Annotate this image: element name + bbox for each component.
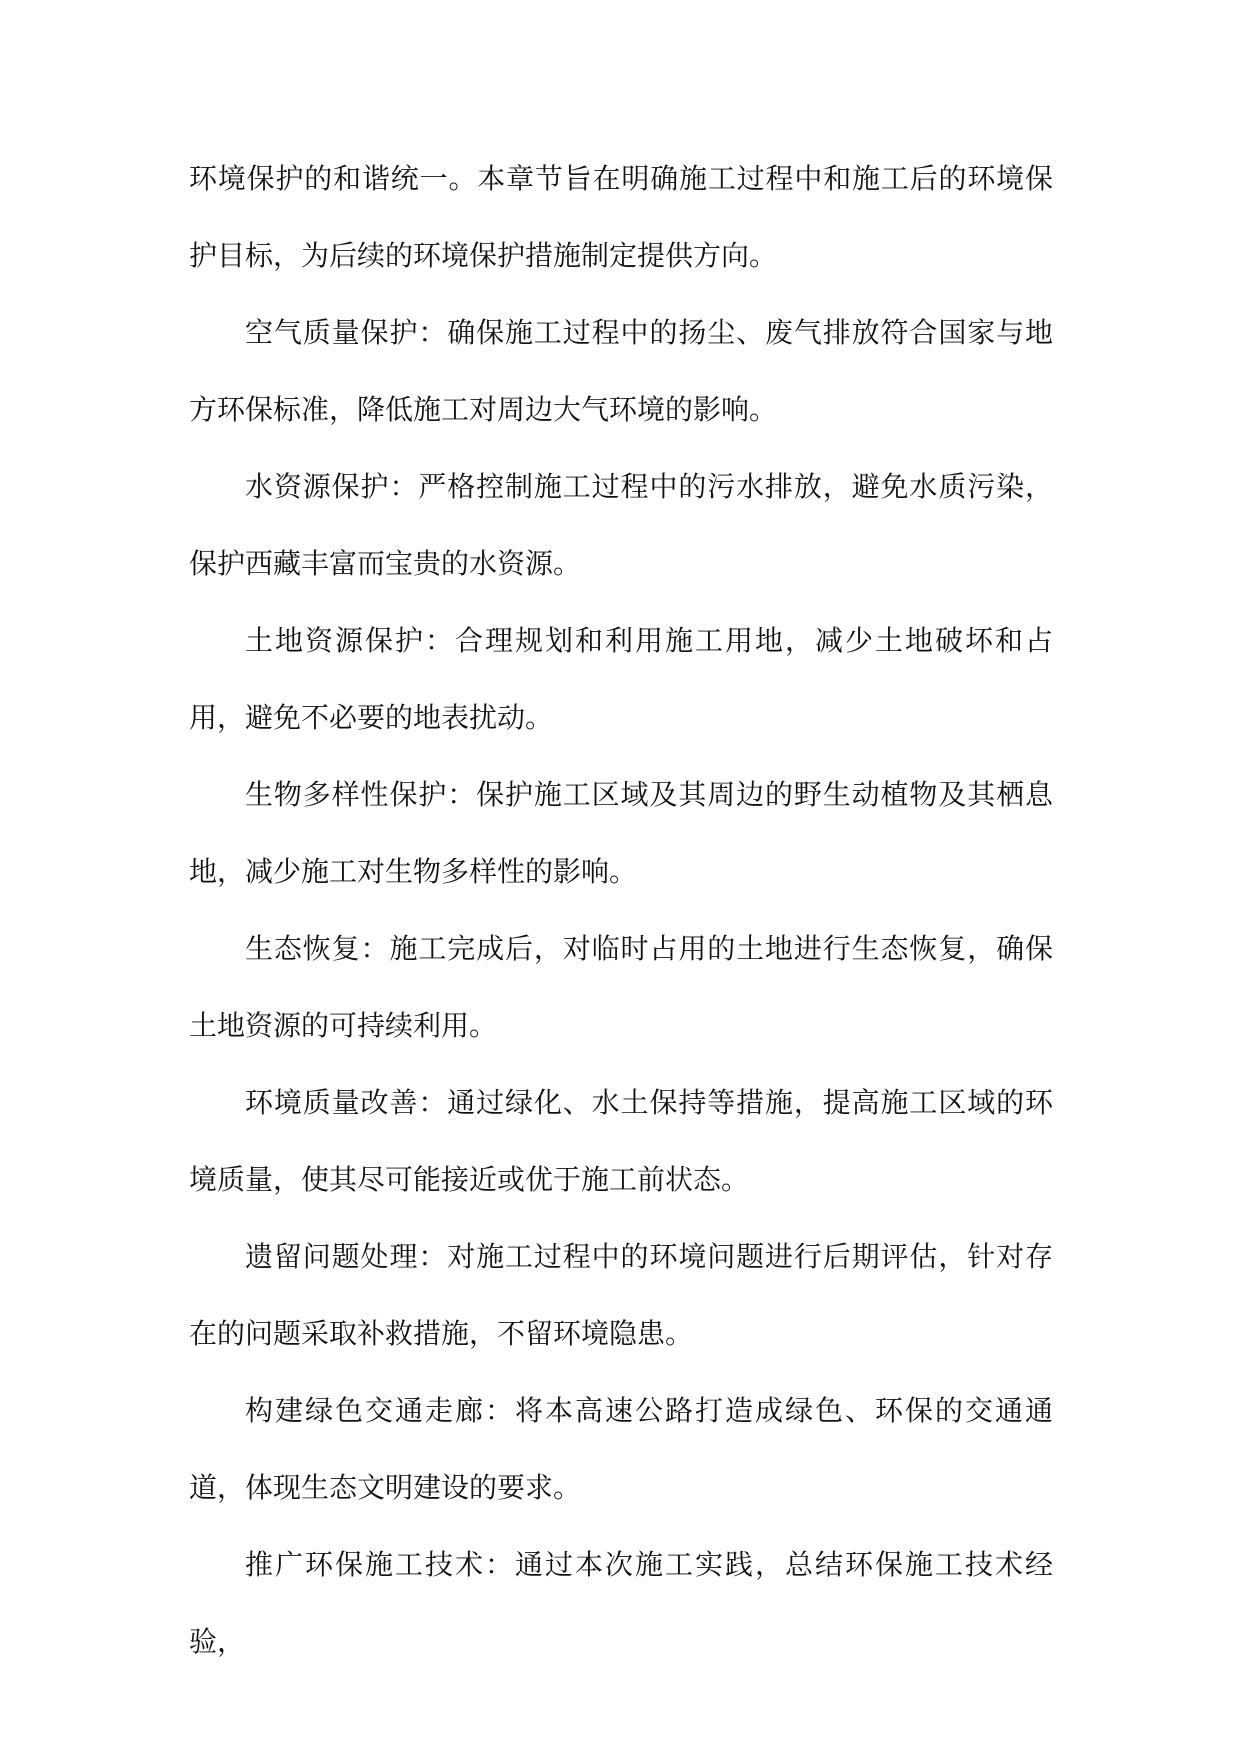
paragraph-legacy-issues: 遗留问题处理：对施工过程中的环境问题进行后期评估，针对存在的问题采取补救措施，不留环境隐患。 [189, 1240, 1053, 1350]
paragraph-continuation: 环境保护的和谐统一。本章节旨在明确施工过程中和施工后的环境保护目标，为后续的环境保护措施制定提供方向。 [189, 162, 1053, 272]
paragraph-biodiversity: 生物多样性保护：保护施工区域及其周边的野生动植物及其栖息地，减少施工对生物多样性的影响。 [189, 778, 1053, 888]
paragraph-green-corridor: 构建绿色交通走廊：将本高速公路打造成绿色、环保的交通通道，体现生态文明建设的要求。 [189, 1394, 1053, 1504]
document-body [189, 140, 1053, 1680]
paragraph-land-resources: 土地资源保护：合理规划和利用施工用地，减少土地破坏和占用，避免不必要的地表扰动。 [189, 624, 1053, 734]
paragraph-air-quality: 空气质量保护：确保施工过程中的扬尘、废气排放符合国家与地方环保标准，降低施工对周边大气环境的影响。 [189, 316, 1053, 426]
paragraph-ecological-restoration: 生态恢复：施工完成后，对临时占用的土地进行生态恢复，确保土地资源的可持续利用。 [189, 932, 1053, 1042]
paragraph-environment-quality: 环境质量改善：通过绿化、水土保持等措施，提高施工区域的环境质量，使其尽可能接近或优于施工前状态。 [189, 1086, 1053, 1196]
paragraph-eco-techniques: 推广环保施工技术：通过本次施工实践，总结环保施工技术经验， [189, 1548, 1053, 1658]
paragraph-water-resources: 水资源保护：严格控制施工过程中的污水排放，避免水质污染，保护西藏丰富而宝贵的水资源。 [189, 470, 1053, 580]
